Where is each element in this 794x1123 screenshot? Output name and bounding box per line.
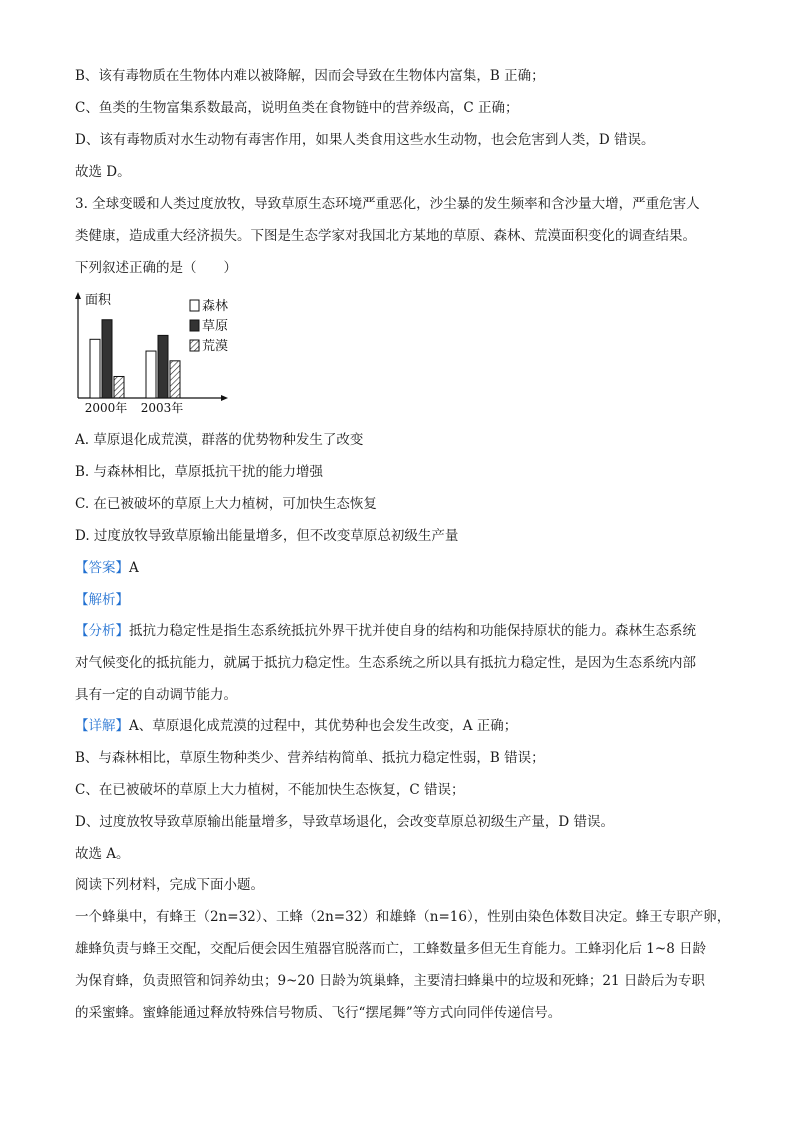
text-line: 一个蜂巢中，有蜂王（2n=32）、工蜂（2n=32）和雄蜂（n=16），性别由染色体数目决定。蜂王专职产卵， [75,909,731,925]
text-line: 故选 A。 [75,846,130,862]
legend-swatch-森林 [190,300,199,311]
area-bar-chart [68,290,243,415]
xiangjie-tag: 【详解】 [75,718,129,734]
x-tick-labels [85,400,184,415]
legend [190,298,228,354]
bars [90,320,180,398]
bar-森林-2003年 [146,351,156,398]
y-axis-label: 面积 [85,293,112,308]
answer-line [75,558,139,578]
bar-荒漠-2003年 [170,361,180,398]
analysis-line [75,621,696,641]
text-line: B、与森林相比，草原生物种类少、营养结构简单、抵抗力稳定性弱，B 错误； [75,750,545,766]
text-line: C、鱼类的生物富集系数最高，说明鱼类在食物链中的营养级高，C 正确； [75,100,519,116]
fenxi-tag: 【分析】 [75,623,129,639]
text-line: D、该有毒物质对水生动物有毒害作用，如果人类食用这些水生动物，也会危害到人类，D 错误。 [75,132,655,148]
x-tick-label: 2000年 [84,401,128,415]
x-axis-arrow [221,395,228,401]
legend-label-荒漠: 荒漠 [202,339,229,354]
fenxi-text: 抵抗力稳定性是指生态系统抵抗外界干扰并使自身的结构和功能保持原状的能力。森林生态系统 [129,623,696,639]
option-a: A. 草原退化成荒漠，群落的优势物种发生了改变 [75,432,364,448]
text-line: C、在已被破坏的草原上大力植树，不能加快生态恢复，C 错误； [75,782,465,798]
legend-label-森林: 森林 [202,299,229,314]
text-line: 对气候变化的抵抗能力，就属于抵抗力稳定性。生态系统之所以具有抵抗力稳定性，是因为生态系统内部 [75,655,696,671]
option-b: B. 与森林相比，草原抵抗干扰的能力增强 [75,464,324,480]
bar-草原-2000年 [102,320,112,398]
detail-line [75,716,517,736]
text-line: 为保育蜂，负责照管和饲养幼虫；9~20 日龄为筑巢蜂，主要清扫蜂巢中的垃圾和死蜂；21 日龄后为专职 [75,973,705,989]
text-line: 故选 D。 [75,164,131,180]
option-d: D. 过度放牧导致草原输出能量增多，但不改变草原总初级生产量 [75,528,459,544]
text-line: 雄蜂负责与蜂王交配，交配后便会因生殖器官脱落而亡，工蜂数量多但无生育能力。工蜂羽化后 1~8 日龄 [75,941,707,957]
y-axis-arrow [75,292,81,299]
text-line: 的采蜜蜂。蜜蜂能通过释放特殊信号物质、飞行“摆尾舞”等方式向同伴传递信号。 [75,1005,562,1021]
legend-swatch-荒漠 [190,340,199,351]
text-line: 具有一定的自动调节能力。 [75,687,237,703]
answer-value: A [129,560,139,576]
legend-swatch-草原 [190,320,199,331]
question-text: 3. 全球变暖和人类过度放牧，导致草原生态环境严重恶化，沙尘暴的发生频率和含沙量大增，严重危害人 [75,196,700,212]
detail-text: A、草原退化成荒漠的过程中，其优势种也会发生改变，A 正确； [129,718,518,734]
question-text: 下列叙述正确的是（ ） [75,260,237,276]
bar-森林-2000年 [90,339,100,398]
bar-荒漠-2000年 [114,376,124,398]
bar-草原-2003年 [158,335,168,398]
x-tick-label: 2003年 [140,401,184,415]
analysis-tag: 【解析】 [75,592,129,608]
legend-label-草原: 草原 [202,319,229,334]
option-c: C. 在已被破坏的草原上大力植树，可加快生态恢复 [75,496,377,512]
text-line: D、过度放牧导致草原输出能量增多，导致草场退化，会改变草原总初级生产量，D 错误。 [75,814,614,830]
text-line: B、该有毒物质在生物体内难以被降解，因而会导致在生物体内富集，B 正确； [75,68,545,84]
question-text: 类健康，造成重大经济损失。下图是生态学家对我国北方某地的草原、森林、荒漠面积变化的调查结果。 [75,228,696,244]
answer-tag: 【答案】 [75,560,129,576]
reading-instruction: 阅读下列材料，完成下面小题。 [75,877,264,893]
